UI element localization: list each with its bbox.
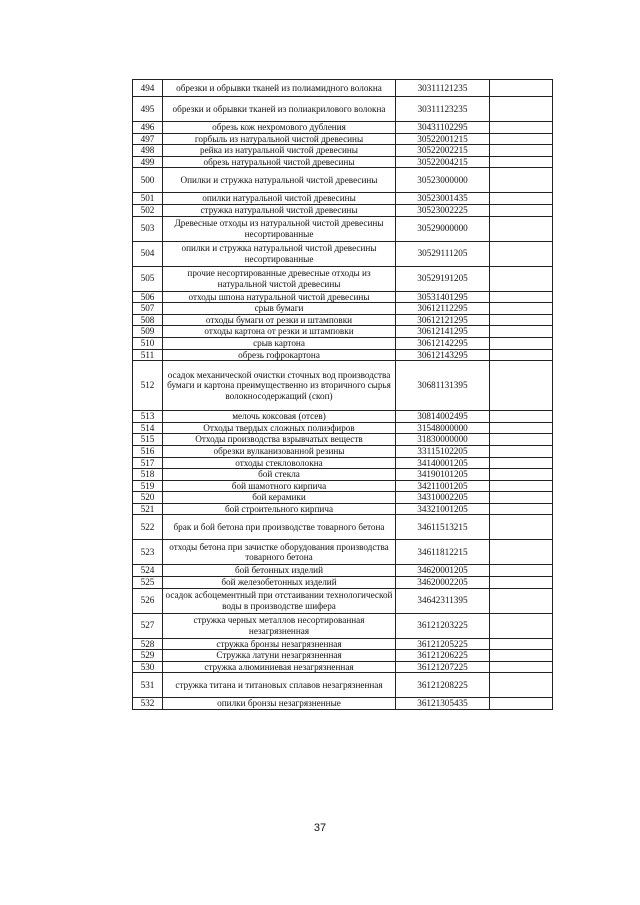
waste-name: бой строительного кирпича (163, 503, 396, 515)
row-number: 513 (133, 411, 163, 423)
table-row (133, 241, 553, 266)
table-row (133, 492, 553, 504)
waste-code: 30681131395 (396, 361, 490, 411)
waste-code: 34190101205 (396, 469, 490, 481)
empty-cell (490, 588, 553, 613)
waste-name: опилки и стружка натуральной чистой древесины несортированные (163, 241, 396, 266)
table-row (133, 349, 553, 361)
row-number: 527 (133, 613, 163, 638)
waste-name: обрезки и обрывки тканей из полиамидного волокна (163, 80, 396, 97)
waste-name: опилки натуральной чистой древесины (163, 193, 396, 205)
waste-code: 36121205225 (396, 638, 490, 650)
table-row (133, 422, 553, 434)
table-row (133, 204, 553, 216)
waste-name: бой железобетонных изделий (163, 577, 396, 589)
empty-cell (490, 503, 553, 515)
empty-cell (490, 661, 553, 673)
waste-code: 30612143295 (396, 349, 490, 361)
table-row (133, 503, 553, 515)
table-row (133, 650, 553, 662)
row-number: 518 (133, 469, 163, 481)
table-row (133, 326, 553, 338)
empty-cell (490, 422, 553, 434)
table-row (133, 314, 553, 326)
waste-name: Стружка латуни незагрязненная (163, 650, 396, 662)
waste-code: 36121206225 (396, 650, 490, 662)
empty-cell (490, 168, 553, 193)
row-number: 498 (133, 145, 163, 157)
waste-code: 30522002215 (396, 145, 490, 157)
table-body (133, 80, 553, 710)
table-row (133, 661, 553, 673)
row-number: 516 (133, 445, 163, 457)
empty-cell (490, 266, 553, 291)
empty-cell (490, 411, 553, 423)
empty-cell (490, 650, 553, 662)
empty-cell (490, 540, 553, 565)
table-row (133, 457, 553, 469)
empty-cell (490, 480, 553, 492)
waste-name: обрезь натуральной чистой древесины (163, 156, 396, 168)
waste-code: 33115102205 (396, 445, 490, 457)
waste-code: 30612142295 (396, 337, 490, 349)
empty-cell (490, 673, 553, 698)
waste-code: 30431102295 (396, 122, 490, 134)
empty-cell (490, 337, 553, 349)
empty-cell (490, 97, 553, 122)
row-number: 499 (133, 156, 163, 168)
waste-name: срыв бумаги (163, 303, 396, 315)
table-row (133, 480, 553, 492)
waste-name: обрезки вулканизованной резины (163, 445, 396, 457)
row-number: 525 (133, 577, 163, 589)
empty-cell (490, 80, 553, 97)
waste-name: Опилки и стружка натуральной чистой древесины (163, 168, 396, 193)
waste-code: 30531401295 (396, 291, 490, 303)
waste-code: 36121208225 (396, 673, 490, 698)
row-number: 503 (133, 216, 163, 241)
empty-cell (490, 515, 553, 540)
table-row (133, 411, 553, 423)
waste-name: брак и бой бетона при производстве товарного бетона (163, 515, 396, 540)
table-row (133, 515, 553, 540)
waste-code: 30814002495 (396, 411, 490, 423)
waste-name: бой бетонных изделий (163, 565, 396, 577)
row-number: 528 (133, 638, 163, 650)
row-number: 494 (133, 80, 163, 97)
waste-code: 34642311395 (396, 588, 490, 613)
row-number: 497 (133, 133, 163, 145)
waste-code: 36121203225 (396, 613, 490, 638)
empty-cell (490, 156, 553, 168)
waste-code: 34321001205 (396, 503, 490, 515)
row-number: 502 (133, 204, 163, 216)
empty-cell (490, 326, 553, 338)
waste-name: прочие несортированные древесные отходы из натуральной чистой древесины (163, 266, 396, 291)
empty-cell (490, 434, 553, 446)
table-row (133, 565, 553, 577)
table-row (133, 156, 553, 168)
waste-code: 30523002225 (396, 204, 490, 216)
empty-cell (490, 133, 553, 145)
waste-name: осадок механической очистки сточных вод производства бумаги и картона преимущественно из вторичного сырья волокносодержащий (скоп) (163, 361, 396, 411)
empty-cell (490, 349, 553, 361)
row-number: 508 (133, 314, 163, 326)
row-number: 520 (133, 492, 163, 504)
waste-name: обрезки и обрывки тканей из полиакрилового волокна (163, 97, 396, 122)
empty-cell (490, 122, 553, 134)
waste-code: 34620002205 (396, 577, 490, 589)
empty-cell (490, 241, 553, 266)
waste-name: стружка титана и титановых сплавов незагрязненная (163, 673, 396, 698)
row-number: 504 (133, 241, 163, 266)
row-number: 523 (133, 540, 163, 565)
row-number: 505 (133, 266, 163, 291)
row-number: 532 (133, 698, 163, 710)
empty-cell (490, 303, 553, 315)
table-row (133, 577, 553, 589)
row-number: 524 (133, 565, 163, 577)
waste-name: отходы картона от резки и штамповки (163, 326, 396, 338)
waste-code: 34620001205 (396, 565, 490, 577)
table-row (133, 303, 553, 315)
waste-name: стружка натуральной чистой древесины (163, 204, 396, 216)
empty-cell (490, 613, 553, 638)
waste-code: 30612121295 (396, 314, 490, 326)
table-row (133, 168, 553, 193)
waste-name: Отходы производства взрывчатых веществ (163, 434, 396, 446)
waste-code: 30311123235 (396, 97, 490, 122)
empty-cell (490, 638, 553, 650)
table-row (133, 337, 553, 349)
table-row (133, 80, 553, 97)
waste-code: 30612112295 (396, 303, 490, 315)
row-number: 496 (133, 122, 163, 134)
waste-name: мелочь коксовая (отсев) (163, 411, 396, 423)
waste-code: 30612141295 (396, 326, 490, 338)
row-number: 511 (133, 349, 163, 361)
table-row (133, 361, 553, 411)
table-row (133, 266, 553, 291)
row-number: 531 (133, 673, 163, 698)
table-row (133, 673, 553, 698)
table-row (133, 638, 553, 650)
waste-code: 30523001435 (396, 193, 490, 205)
waste-name: отходы стекловолокна (163, 457, 396, 469)
empty-cell (490, 577, 553, 589)
waste-name: осадок асбоцементный при отстаивании технологической воды в производстве шифера (163, 588, 396, 613)
row-number: 522 (133, 515, 163, 540)
row-number: 501 (133, 193, 163, 205)
empty-cell (490, 145, 553, 157)
empty-cell (490, 445, 553, 457)
waste-name: стружка бронзы незагрязненная (163, 638, 396, 650)
waste-code: 30522004215 (396, 156, 490, 168)
waste-code: 34611513215 (396, 515, 490, 540)
row-number: 526 (133, 588, 163, 613)
row-number: 509 (133, 326, 163, 338)
table-row (133, 133, 553, 145)
waste-code: 30529111205 (396, 241, 490, 266)
waste-code: 36121207225 (396, 661, 490, 673)
row-number: 530 (133, 661, 163, 673)
row-number: 514 (133, 422, 163, 434)
table-row (133, 291, 553, 303)
waste-name: стружка алюминиевая незагрязненная (163, 661, 396, 673)
waste-name: бой шамотного кирпича (163, 480, 396, 492)
waste-name: горбыль из натуральной чистой древесины (163, 133, 396, 145)
waste-name: стружка черных металлов несортированная незагрязненная (163, 613, 396, 638)
waste-code: 31548000000 (396, 422, 490, 434)
row-number: 495 (133, 97, 163, 122)
waste-codes-table (132, 79, 553, 710)
table-row (133, 216, 553, 241)
table-row (133, 97, 553, 122)
table-row (133, 698, 553, 710)
table-row (133, 145, 553, 157)
waste-code: 30522001215 (396, 133, 490, 145)
waste-name: отходы бумаги от резки и штамповки (163, 314, 396, 326)
table-row (133, 613, 553, 638)
waste-name: бой стекла (163, 469, 396, 481)
row-number: 507 (133, 303, 163, 315)
row-number: 529 (133, 650, 163, 662)
table-row (133, 122, 553, 134)
waste-code: 34611812215 (396, 540, 490, 565)
waste-code: 30311121235 (396, 80, 490, 97)
table-row (133, 434, 553, 446)
empty-cell (490, 204, 553, 216)
row-number: 517 (133, 457, 163, 469)
row-number: 510 (133, 337, 163, 349)
waste-name: отходы шпона натуральной чистой древесины (163, 291, 396, 303)
waste-code: 30529191205 (396, 266, 490, 291)
waste-code: 30523000000 (396, 168, 490, 193)
empty-cell (490, 698, 553, 710)
waste-name: рейка из натуральной чистой древесины (163, 145, 396, 157)
page-number: 37 (313, 822, 327, 834)
row-number: 512 (133, 361, 163, 411)
empty-cell (490, 492, 553, 504)
waste-code: 30529000000 (396, 216, 490, 241)
waste-name: срыв картона (163, 337, 396, 349)
empty-cell (490, 291, 553, 303)
waste-name: отходы бетона при зачистке оборудования производства товарного бетона (163, 540, 396, 565)
waste-name: обрезь гофрокартона (163, 349, 396, 361)
table-row (133, 540, 553, 565)
waste-name: обрезь кож нехромового дубления (163, 122, 396, 134)
waste-name: опилки бронзы незагрязненные (163, 698, 396, 710)
empty-cell (490, 193, 553, 205)
waste-code: 31830000000 (396, 434, 490, 446)
empty-cell (490, 457, 553, 469)
waste-code: 34211001205 (396, 480, 490, 492)
waste-code: 34140001205 (396, 457, 490, 469)
empty-cell (490, 361, 553, 411)
table-row (133, 445, 553, 457)
table-row (133, 193, 553, 205)
row-number: 519 (133, 480, 163, 492)
row-number: 515 (133, 434, 163, 446)
empty-cell (490, 314, 553, 326)
empty-cell (490, 565, 553, 577)
empty-cell (490, 216, 553, 241)
row-number: 500 (133, 168, 163, 193)
row-number: 506 (133, 291, 163, 303)
empty-cell (490, 469, 553, 481)
waste-name: Древесные отходы из натуральной чистой древесины несортированные (163, 216, 396, 241)
waste-code: 36121305435 (396, 698, 490, 710)
row-number: 521 (133, 503, 163, 515)
waste-code: 34310002205 (396, 492, 490, 504)
waste-name: бой керамики (163, 492, 396, 504)
table-row (133, 469, 553, 481)
table-row (133, 588, 553, 613)
waste-name: Отходы твердых сложных полиэфиров (163, 422, 396, 434)
